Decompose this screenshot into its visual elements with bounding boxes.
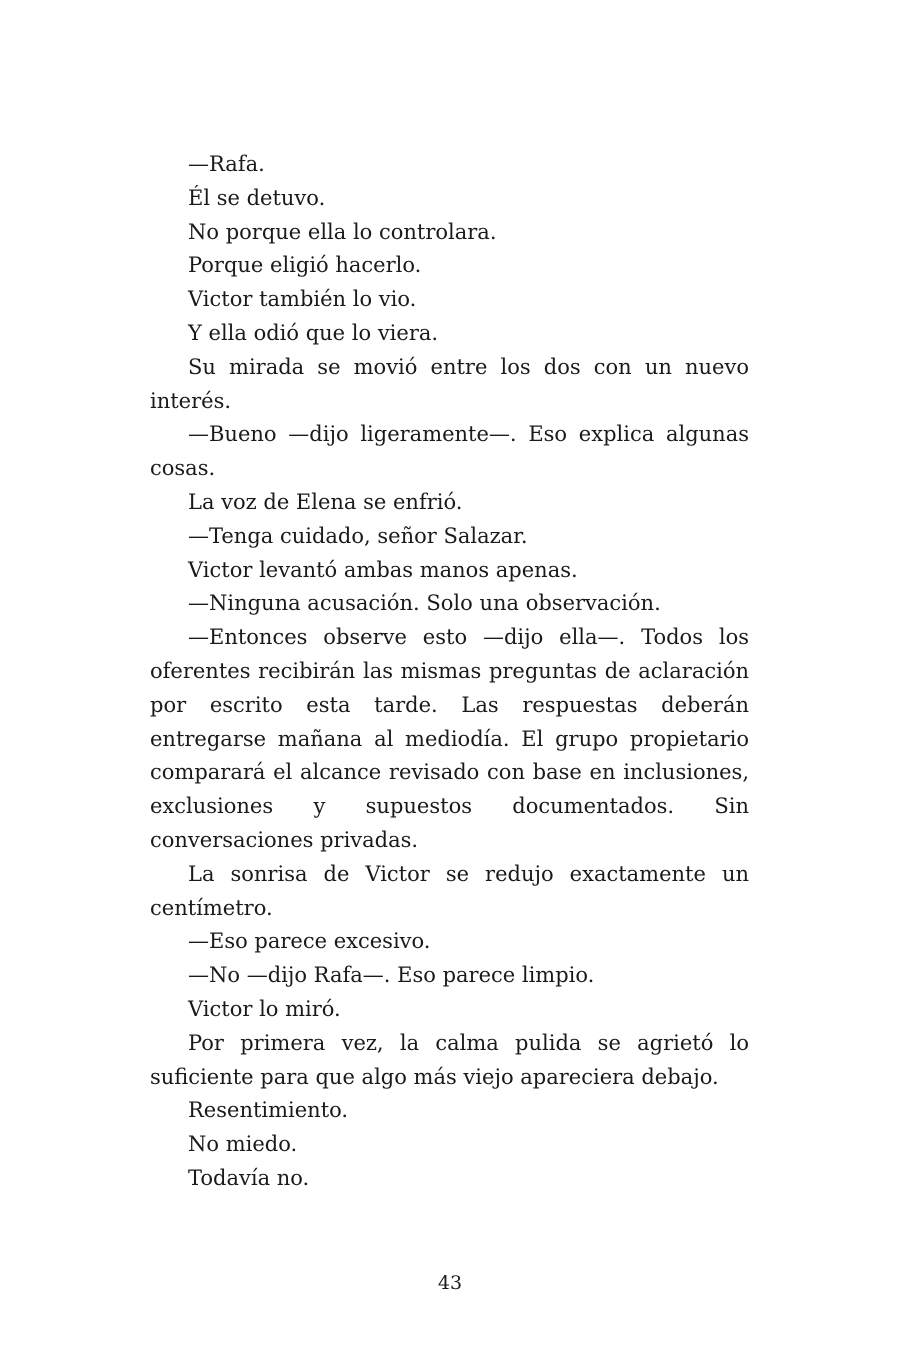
paragraph: —Eso parece excesivo.	[188, 929, 431, 954]
paragraph: —Tenga cuidado, señor Salazar.	[188, 523, 528, 548]
paragraph: —Rafa.	[188, 152, 265, 176]
paragraph: Todavía no.	[188, 1165, 310, 1190]
paragraph: Resentimiento.	[188, 1098, 349, 1123]
paragraph: —Ninguna acusación. Solo una observación.	[188, 591, 661, 616]
paragraph: Victor también lo vio.	[188, 287, 417, 312]
paragraph: La voz de Elena se enfrió.	[188, 489, 463, 514]
paragraph: Él se detuvo.	[188, 185, 326, 210]
paragraph: Y ella odió que lo viera.	[188, 320, 439, 345]
paragraph: La sonrisa de Victor se redujo exactamente un centímetro.	[150, 861, 749, 920]
paragraph: Victor lo miró.	[188, 996, 341, 1021]
paragraph: —Bueno —dijo ligeramente—. Eso explica algunas cosas.	[150, 422, 749, 481]
body-text	[150, 148, 749, 1196]
paragraph: Por primera vez, la calma pulida se agrietó lo suficiente para que algo más viejo apareciera debajo.	[150, 1030, 749, 1089]
paragraph: Su mirada se movió entre los dos con un nuevo interés.	[150, 354, 749, 413]
paragraph: —No —dijo Rafa—. Eso parece limpio.	[188, 963, 595, 988]
paragraph: No porque ella lo controlara.	[188, 219, 497, 244]
paragraph: Porque eligió hacerlo.	[188, 253, 422, 278]
paragraph: —Entonces observe esto —dijo ella—. Todos los oferentes recibirán las mismas preguntas de aclaración por escrito esta tarde. Las respuestas deberán entregarse mañana al mediodía. El grupo propietario comparará el alcance revisado con base en inclusiones, exclusiones y supuestos documentados. Sin conversaciones privadas.	[150, 625, 749, 852]
paragraph: No miedo.	[188, 1132, 298, 1157]
paragraph: Victor levantó ambas manos apenas.	[188, 557, 578, 582]
page-number: 43	[437, 1272, 463, 1294]
